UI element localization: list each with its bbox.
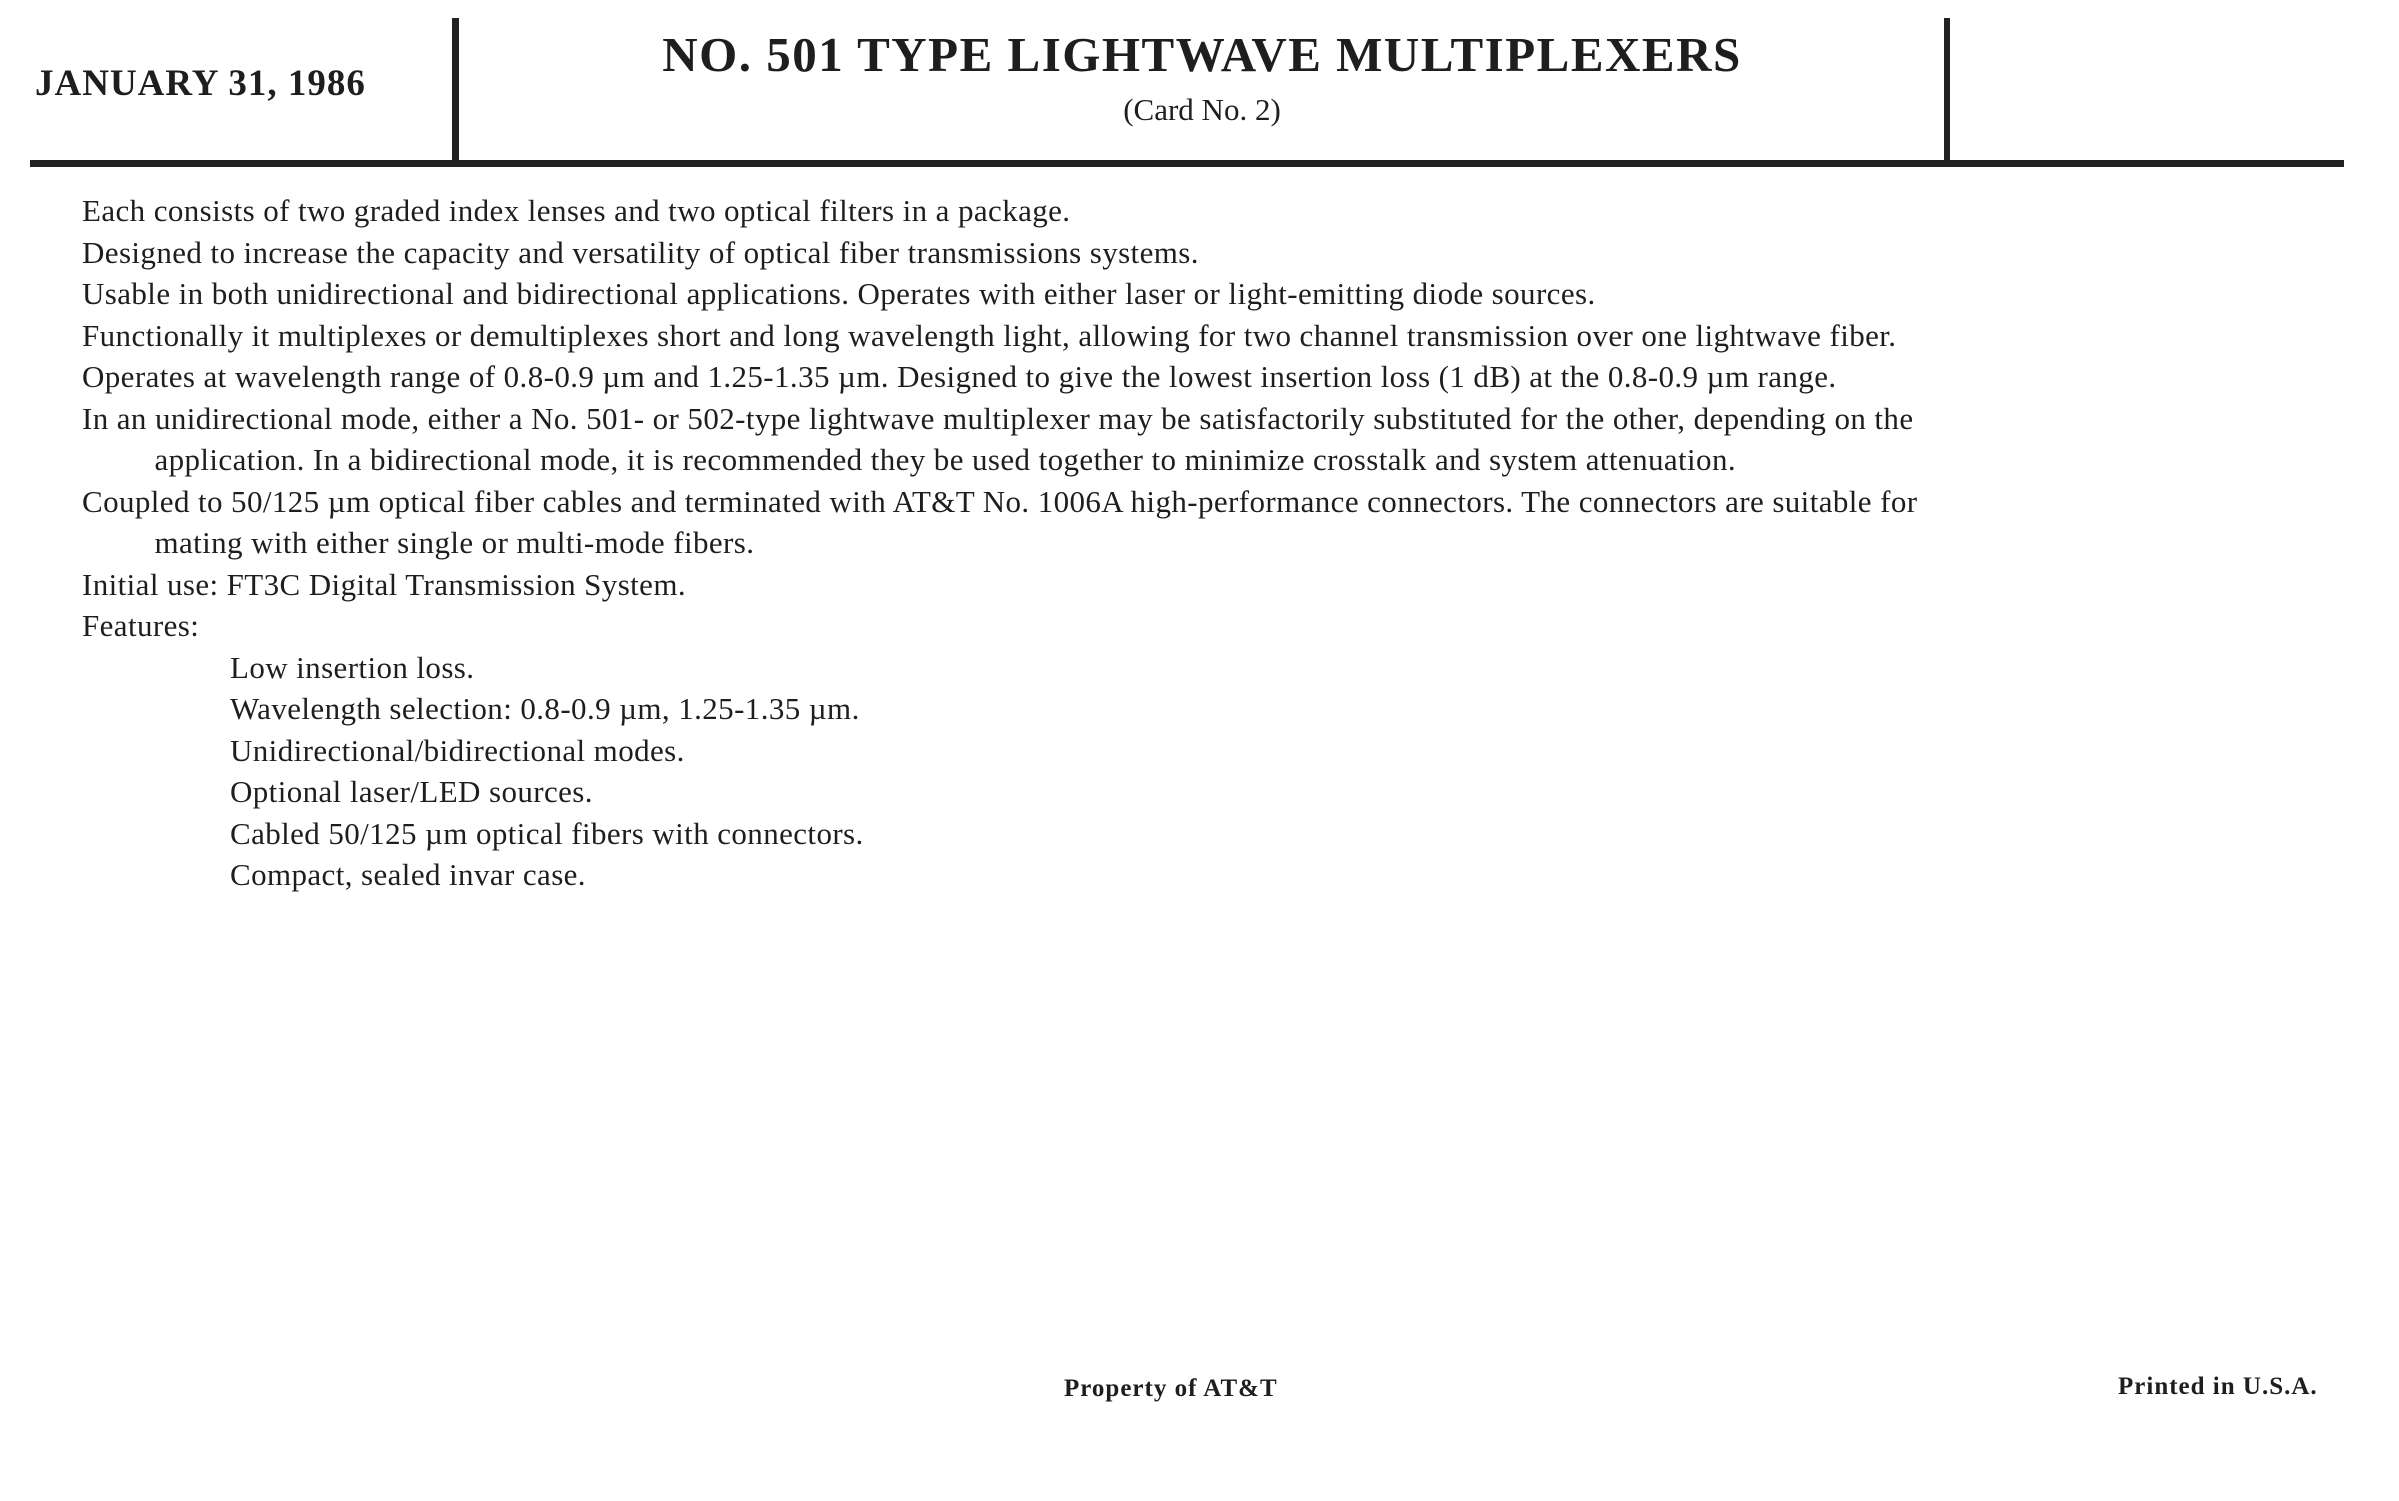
feature-item: Optional laser/LED sources. [230, 774, 593, 809]
body-paragraph: Operates at wavelength range of 0.8-0.9 µm and 1.25-1.35 µm. Designed to give the lowest insertion loss (1 dB) at the 0.8-0.9 µm range. [82, 359, 1837, 394]
printed-notice: Printed in U.S.A. [2118, 1373, 2318, 1400]
header-divider-right [1944, 18, 1950, 162]
body-paragraph: Coupled to 50/125 µm optical fiber cables and terminated with AT&T No. 1006A high-performance connectors. The connectors are suitable for mating with either single or multi-mode fibers. [82, 483, 1918, 560]
feature-item: Cabled 50/125 µm optical fibers with connectors. [230, 815, 864, 851]
card-title: NO. 501 TYPE LIGHTWAVE MULTIPLEXERS [662, 27, 1742, 82]
body-paragraph: Designed to increase the capacity and versatility of optical fiber transmissions systems. [82, 234, 1199, 270]
feature-item: Unidirectional/bidirectional modes. [230, 732, 685, 768]
features-heading: Features: [82, 608, 200, 643]
feature-list [82, 647, 2342, 896]
feature-item: Low insertion loss. [230, 649, 475, 685]
card-date: JANUARY 31, 1986 [35, 63, 366, 104]
feature-item: Compact, sealed invar case. [230, 857, 586, 892]
card-subtitle: (Card No. 2) [1123, 92, 1281, 127]
feature-item: Wavelength selection: 0.8-0.9 µm, 1.25-1.35 µm. [230, 691, 860, 726]
body-paragraph: Functionally it multiplexes or demultiplexes short and long wavelength light, allowing for two channel transmission over one lightwave fiber. [82, 317, 1897, 353]
body-paragraph: Usable in both unidirectional and bidirectional applications. Operates with either laser or light-emitting diode sources. [82, 276, 1596, 311]
body-paragraph: In an unidirectional mode, either a No. 501- or 502-type lightwave multiplexer may be satisfactorily substituted for the other, depending on the application. In a bidirectional mode, it is recommended they be used together to minimize crosstalk and system attenuation. [82, 400, 1914, 477]
header-rule [30, 160, 2344, 167]
card-body [82, 190, 2342, 896]
property-notice: Property of AT&T [1064, 1375, 1278, 1402]
body-paragraph: Initial use: FT3C Digital Transmission System. [82, 566, 687, 602]
card-header [30, 0, 2344, 168]
header-divider-left [452, 18, 459, 166]
body-paragraph: Each consists of two graded index lenses and two optical filters in a package. [82, 193, 1071, 228]
